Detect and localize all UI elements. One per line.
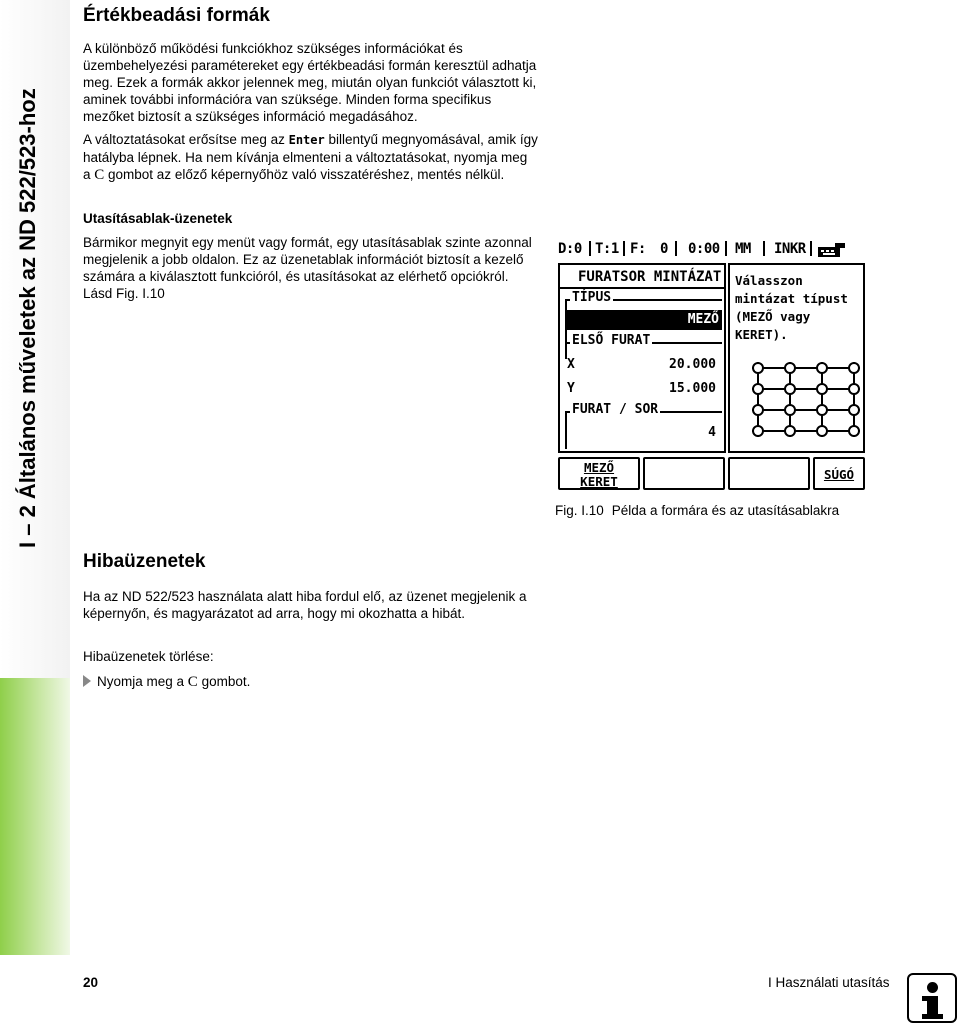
figure-number: Fig. I.10 (555, 503, 604, 518)
status-divider (589, 241, 591, 256)
holes-per-row-field[interactable]: 4 (708, 425, 716, 440)
status-feed-label: F: (630, 241, 646, 257)
softkey-blank[interactable] (643, 457, 725, 490)
arrow-bullet-icon (83, 675, 91, 687)
sidebar-accent (0, 678, 70, 955)
softkey-label-help: SÚGÓ (823, 467, 855, 482)
hole-marker (753, 363, 763, 373)
holes-per-row-label: FURAT / SOR (572, 402, 659, 417)
figure-caption (555, 503, 839, 518)
subheading-instruction-box: Utasításablak-üzenetek (83, 211, 233, 226)
type-field-selected[interactable]: MEZŐ (565, 310, 722, 330)
hole-marker (753, 405, 763, 415)
paragraph-text: gombot az előző képernyőhöz való visszatéréshez, mentés nélkül. (104, 167, 505, 182)
info-icon-dot (927, 982, 938, 993)
paragraph-intro: A különböző működési funkciókhoz szükséges információkat és üzembehelyezési paramétereket egy értékbeadási formán keresztül adhatja meg. Ezek a formák akkor jelennek meg, miután olyan funkciót választott ki, aminek további információra van szüksége. Minden forma specifikus mezőket biztosít a szükséges információ megadásához. (83, 41, 537, 124)
c-key-label: C (94, 167, 105, 183)
softkey-field-frame[interactable] (558, 457, 640, 490)
lcd-screen-figure (555, 238, 865, 496)
status-divider (675, 241, 677, 256)
info-icon-part (922, 1014, 943, 1019)
status-divider (623, 241, 625, 256)
hole-marker (785, 405, 795, 415)
sidebar-chapter-title: I – 2 Általános műveletek az ND 522/523-hoz (15, 88, 40, 548)
hole-marker (785, 384, 795, 394)
paragraph-text: billentyű megnyomásával, amik így hatályba lépnek. Ha nem kívánja elmenteni a változtatásokat, nyomja meg a (83, 132, 538, 182)
hole-marker (849, 405, 859, 415)
hole-marker (849, 384, 859, 394)
status-unit: MM (735, 241, 751, 257)
status-time: 0:00 (688, 241, 720, 257)
softkey-label-field: MEZŐ (583, 460, 615, 475)
instruction-step (83, 674, 250, 691)
softkey-blank[interactable] (728, 457, 810, 490)
paragraph-instruction-box: Bármikor megnyit egy menüt vagy formát, egy utasításablak szinte azonnal megjelenik a jobb oldalon. Ez az üzenetablak információt biztosít a kezelő számára a kiválasztott funkcióról, és utasításokat az elérhető opciókról. Lásd Fig. I.10 (83, 235, 532, 301)
figure-caption-text: Példa a formára és az utasításablakra (611, 503, 840, 518)
softkey-label-frame: KERET (580, 474, 618, 489)
manual-title: I Használati utasítás (768, 975, 890, 990)
hole-marker (849, 363, 859, 373)
section-heading-error-messages: Hibaüzenetek (83, 551, 206, 572)
status-divider (725, 241, 727, 256)
form-panel (558, 263, 726, 453)
x-field[interactable]: 20.000 (669, 357, 716, 372)
hole-pattern-grid (750, 360, 865, 440)
hole-marker (849, 426, 859, 436)
enter-key-label: Enter (288, 133, 325, 147)
paragraph-clear-errors: Hibaüzenetek törlése: (83, 649, 214, 664)
first-hole-label: ELSŐ FURAT (572, 333, 651, 348)
status-bar (555, 238, 865, 262)
x-label: X (567, 357, 575, 372)
y-field[interactable]: 15.000 (669, 381, 716, 396)
keyboard-icon (817, 242, 847, 258)
info-icon (907, 973, 957, 1023)
instruction-panel (728, 263, 865, 453)
group-frame (565, 411, 567, 449)
type-label: TÍPUS (572, 290, 612, 305)
form-title: FURATSOR MINTÁZAT (578, 269, 722, 285)
paragraph-enter-key (83, 131, 538, 184)
section-heading-input-forms: Értékbeadási formák (83, 5, 270, 26)
divider (560, 287, 724, 289)
status-divider (810, 241, 812, 256)
paragraph-text: A változtatásokat erősítse meg az (83, 132, 289, 147)
hole-marker (785, 426, 795, 436)
hole-marker (817, 405, 827, 415)
c-key-label: C (187, 674, 198, 690)
status-divider (763, 241, 765, 256)
hole-marker (753, 384, 763, 394)
hole-marker (785, 363, 795, 373)
status-feed-value: 0 (660, 241, 668, 257)
status-tool: T:1 (595, 241, 619, 257)
softkey-help[interactable] (813, 457, 865, 490)
page-number: 20 (83, 975, 99, 990)
step-text: gombot. (197, 674, 251, 689)
hole-marker (753, 426, 763, 436)
hole-marker (817, 426, 827, 436)
hole-marker (817, 363, 827, 373)
instruction-text: Válasszon mintázat típust (MEZŐ vagy KERET). (735, 273, 848, 342)
paragraph-error: Ha az ND 522/523 használata alatt hiba fordul elő, az üzenet megjelenik a képernyőn, és magyarázatot ad arra, hogy mi okozhatta a hibát. (83, 589, 527, 621)
y-label: Y (567, 381, 575, 396)
hole-marker (817, 384, 827, 394)
status-datum: D:0 (558, 241, 582, 257)
status-mode: INKR (774, 241, 806, 257)
step-text: Nyomja meg a (97, 674, 188, 689)
